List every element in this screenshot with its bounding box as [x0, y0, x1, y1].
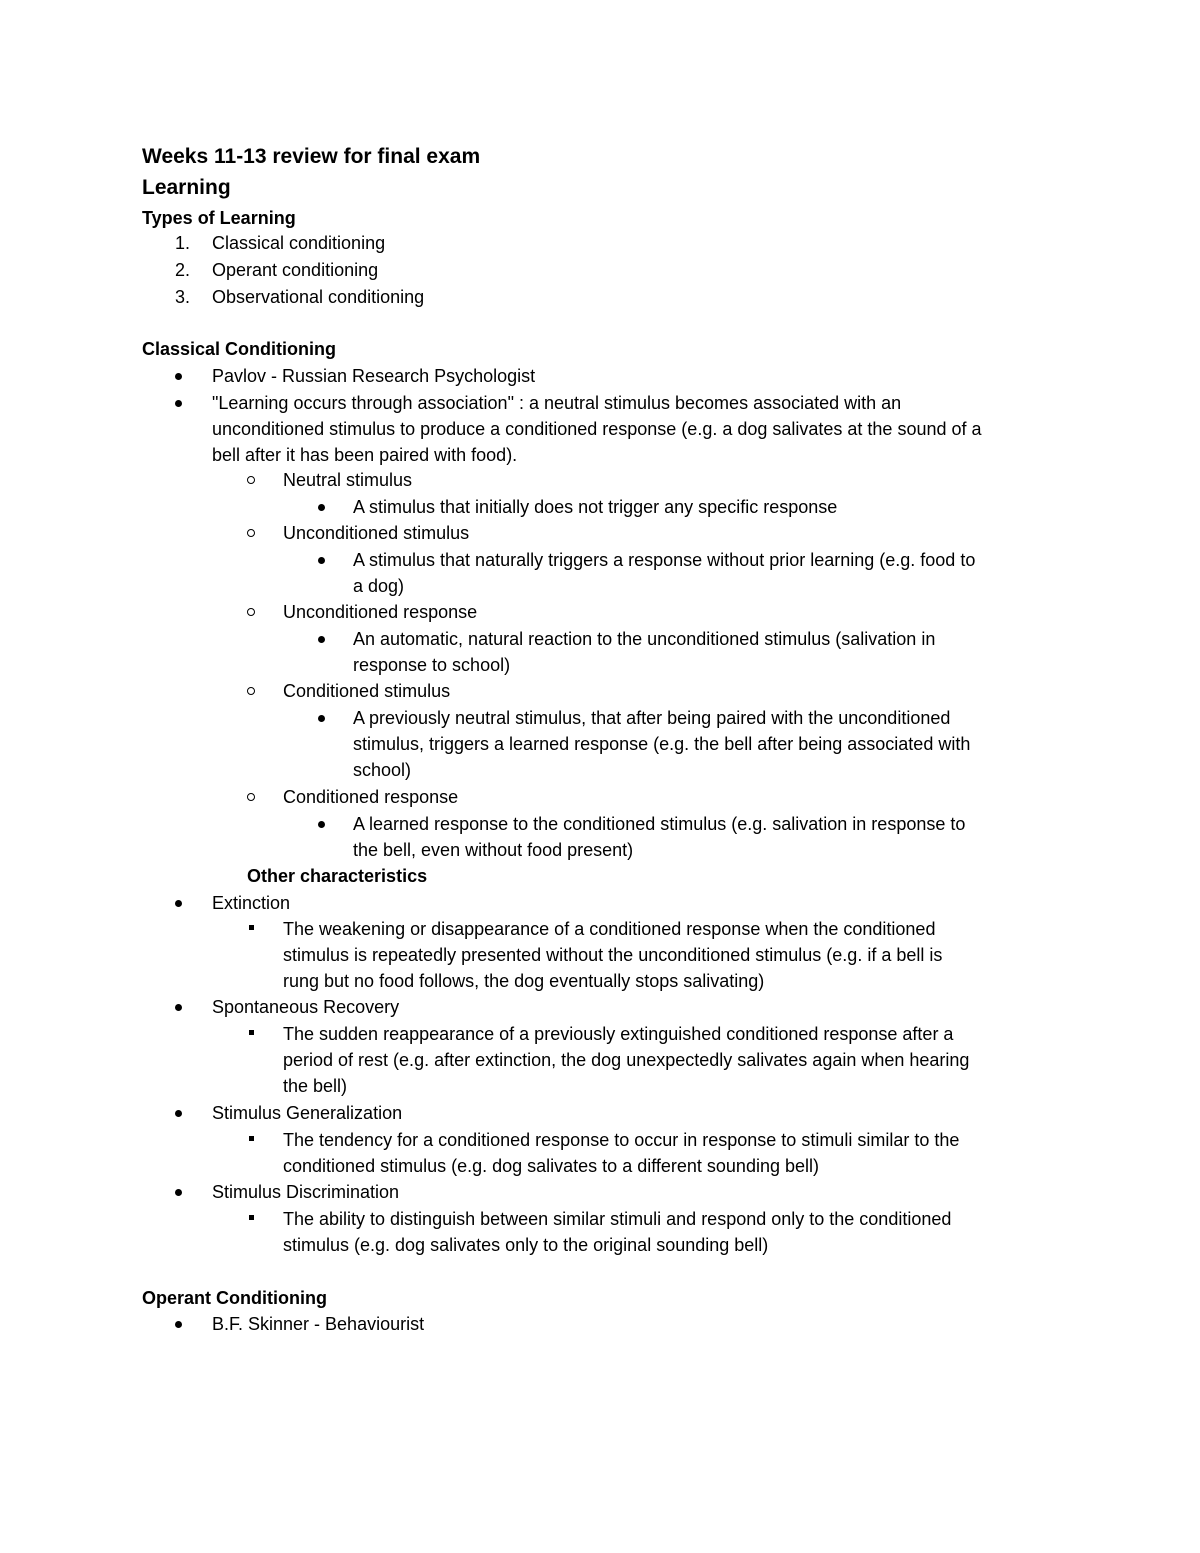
bullet-icon [318, 715, 325, 722]
list-item-line: unconditioned stimulus to produce a conditioned response (e.g. a dog salivates at the sound of a [212, 419, 982, 439]
term-name: Neutral stimulus [283, 470, 413, 490]
bullet-icon [175, 900, 182, 907]
square-bullet-icon [249, 1030, 254, 1035]
bullet-icon [318, 636, 325, 643]
term-definition: stimulus, triggers a learned response (e.g. the bell after being associated with [353, 734, 971, 754]
list-number: 2. [175, 260, 191, 280]
characteristic-definition: stimulus is repeatedly presented without the unconditioned stimulus (e.g. if a bell is [283, 945, 943, 965]
bullet-icon [318, 557, 325, 564]
square-bullet-icon [249, 1136, 254, 1141]
section-heading-operant: Operant Conditioning [142, 1288, 327, 1308]
characteristic-definition: period of rest (e.g. after extinction, the dog unexpectedly salivates again when hearing [283, 1050, 970, 1070]
bullet-icon [175, 1110, 182, 1117]
circle-bullet-icon [247, 687, 255, 695]
circle-bullet-icon [247, 608, 255, 616]
characteristic-name: Stimulus Discrimination [212, 1182, 400, 1202]
list-item: Operant conditioning [212, 260, 379, 280]
circle-bullet-icon [247, 529, 255, 537]
characteristic-definition: The sudden reappearance of a previously extinguished conditioned response after a [283, 1024, 954, 1044]
list-item: Classical conditioning [212, 233, 386, 253]
list-item-line: bell after it has been paired with food). [212, 445, 518, 465]
term-definition: response to school) [353, 655, 511, 675]
characteristic-definition: stimulus (e.g. dog salivates only to the original sounding bell) [283, 1235, 769, 1255]
list-item: Pavlov - Russian Research Psychologist [212, 366, 536, 386]
term-definition: A stimulus that initially does not trigger any specific response [353, 497, 838, 517]
list-item: B.F. Skinner - Behaviourist [212, 1314, 425, 1334]
characteristic-name: Extinction [212, 893, 291, 913]
term-name: Conditioned stimulus [283, 681, 451, 701]
term-definition: school) [353, 760, 412, 780]
bullet-icon [318, 821, 325, 828]
types-heading: Types of Learning [142, 208, 296, 228]
characteristic-definition: The ability to distinguish between similar stimuli and respond only to the conditioned [283, 1209, 952, 1229]
circle-bullet-icon [247, 793, 255, 801]
section-heading-classical: Classical Conditioning [142, 339, 337, 359]
characteristic-definition: conditioned stimulus (e.g. dog salivates to a different sounding bell) [283, 1156, 819, 1176]
term-definition: A previously neutral stimulus, that after being paired with the unconditioned [353, 708, 951, 728]
characteristic-definition: the bell) [283, 1076, 348, 1096]
term-name: Conditioned response [283, 787, 459, 807]
bullet-icon [175, 1189, 182, 1196]
other-characteristics-heading: Other characteristics [247, 866, 428, 886]
document-title: Weeks 11-13 review for final exam [142, 145, 481, 168]
characteristic-name: Spontaneous Recovery [212, 997, 400, 1017]
square-bullet-icon [249, 1215, 254, 1220]
term-name: Unconditioned stimulus [283, 523, 470, 543]
term-definition: A learned response to the conditioned stimulus (e.g. salivation in response to [353, 814, 966, 834]
term-definition: An automatic, natural reaction to the unconditioned stimulus (salivation in [353, 629, 936, 649]
square-bullet-icon [249, 925, 254, 930]
bullet-icon [175, 1321, 182, 1328]
characteristic-definition: The tendency for a conditioned response to occur in response to stimuli similar to the [283, 1130, 960, 1150]
list-item-line: "Learning occurs through association" : a neutral stimulus becomes associated with an [212, 393, 902, 413]
term-name: Unconditioned response [283, 602, 478, 622]
term-definition: a dog) [353, 576, 405, 596]
characteristic-name: Stimulus Generalization [212, 1103, 403, 1123]
section-heading-learning: Learning [142, 176, 231, 199]
list-number: 3. [175, 287, 191, 307]
term-definition: A stimulus that naturally triggers a response without prior learning (e.g. food to [353, 550, 976, 570]
term-definition: the bell, even without food present) [353, 840, 634, 860]
characteristic-definition: The weakening or disappearance of a conditioned response when the conditioned [283, 919, 936, 939]
bullet-icon [175, 1004, 182, 1011]
bullet-icon [318, 504, 325, 511]
bullet-icon [175, 400, 182, 407]
bullet-icon [175, 373, 182, 380]
list-item: Observational conditioning [212, 287, 425, 307]
circle-bullet-icon [247, 476, 255, 484]
characteristic-definition: rung but no food follows, the dog eventually stops salivating) [283, 971, 765, 991]
list-number: 1. [175, 233, 191, 253]
